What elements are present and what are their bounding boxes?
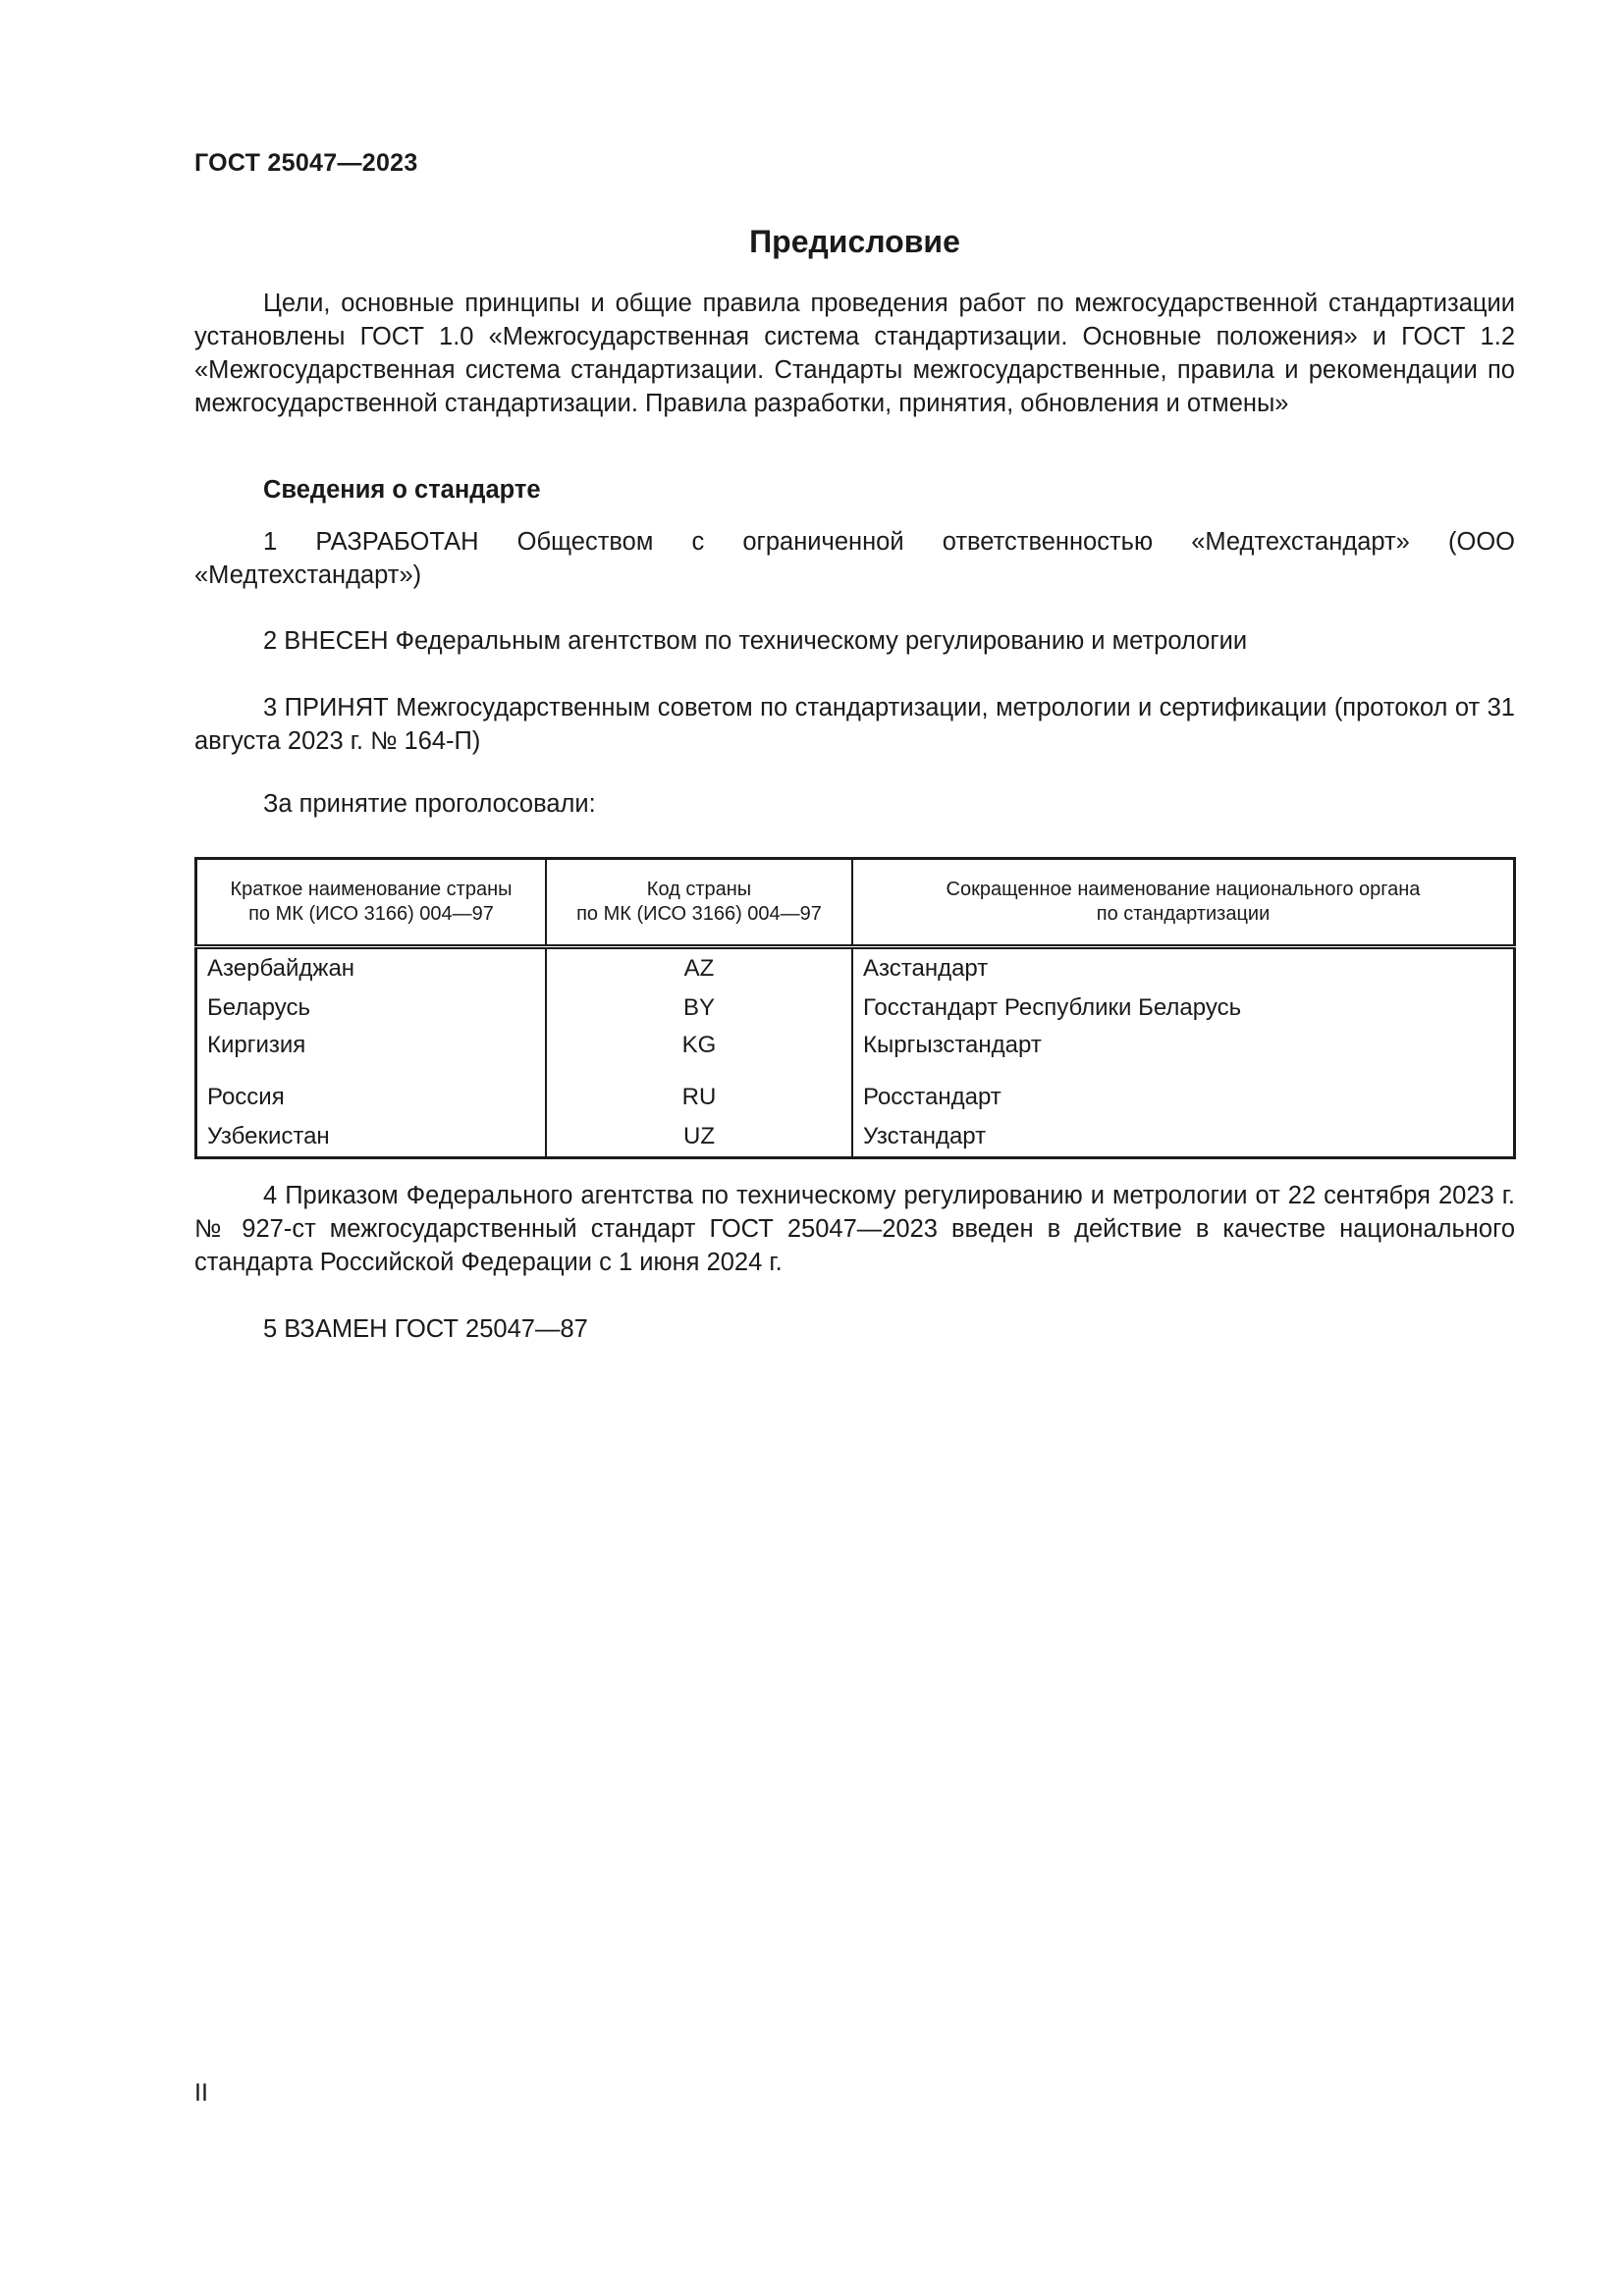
item-adopted: 3 ПРИНЯТ Межгосударственным советом по стандартизации, метрологии и сертификации (протокол от 31 августа 2023 г. № 164-П)	[194, 694, 1515, 755]
page-title: Предисловие	[749, 224, 960, 259]
body-cell: Госстандарт Республики Беларусь	[863, 994, 1242, 1021]
body-cell: Кыргызстандарт	[863, 1032, 1042, 1058]
table-row	[196, 1078, 1515, 1117]
code-cell: BY	[546, 988, 852, 1028]
votes-label: За принятие проголосовали:	[263, 790, 596, 818]
country-cell: Беларусь	[196, 988, 547, 1028]
country-cell: Азербайджан	[196, 947, 547, 989]
table-row	[196, 947, 1515, 989]
code-cell: RU	[546, 1078, 852, 1117]
header-body: Сокращенное наименование национального органа по стандартизации	[852, 859, 1515, 947]
document-code: ГОСТ 25047—2023	[194, 149, 418, 177]
item-developed: 1 РАЗРАБОТАН Обществом с ограниченной ответственностью «Медтехстандарт» (ООО «Медтехстандарт»)	[194, 528, 1515, 589]
country-cell: Киргизия	[196, 1028, 547, 1078]
item-introduced: 2 ВНЕСЕН Федеральным агентством по техническому регулированию и метрологии	[263, 627, 1248, 655]
page-number: II	[194, 2079, 208, 2107]
voting-countries-table	[194, 857, 1516, 1159]
item-enacted: 4 Приказом Федерального агентства по техническому регулированию и метрологии от 22 сентября 2023 г. № 927-ст межгосударственный стандарт ГОСТ 25047—2023 введен в действие в качестве национального стандарта Российской Федерации с 1 июня 2024 г.	[194, 1182, 1515, 1276]
intro-paragraph: Цели, основные принципы и общие правила проведения работ по межгосударственной стандартизации установлены ГОСТ 1.0 «Межгосударственная система стандартизации. Основные положения» и ГОСТ 1.2 «Межгосударственная система стандартизации. Стандарты межгосударственные, правила и рекомендации по межгосударственной стандартизации. Правила разработки, принятия, обновления и отмены»	[194, 290, 1515, 417]
header-country: Краткое наименование страны по МК (ИСО 3166) 004—97	[196, 859, 547, 947]
table-row	[196, 988, 1515, 1028]
table-header-row	[196, 859, 1515, 947]
country-cell: Узбекистан	[196, 1117, 547, 1158]
code-cell: KG	[546, 1028, 852, 1078]
country-cell: Россия	[196, 1078, 547, 1117]
item-replaces: 5 ВЗАМЕН ГОСТ 25047—87	[263, 1315, 588, 1343]
code-cell: AZ	[546, 947, 852, 989]
info-heading: Сведения о стандарте	[263, 476, 541, 504]
header-code: Код страны по МК (ИСО 3166) 004—97	[546, 859, 852, 947]
table-row	[196, 1117, 1515, 1158]
table-row	[196, 1028, 1515, 1078]
body-cell: Азстандарт	[863, 955, 989, 982]
code-cell: UZ	[546, 1117, 852, 1158]
body-cell: Узстандарт	[863, 1123, 987, 1149]
body-cell: Росстандарт	[863, 1084, 1001, 1110]
